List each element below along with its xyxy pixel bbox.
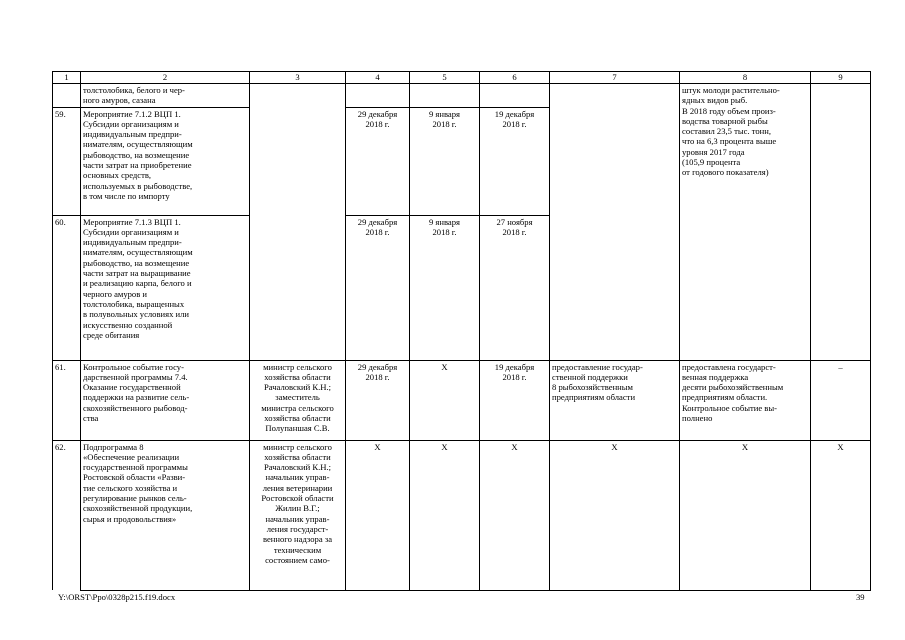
column-header: 9 xyxy=(811,72,871,84)
column-header: 5 xyxy=(410,72,480,84)
expected-result: Х xyxy=(611,441,618,452)
table-row xyxy=(53,440,871,590)
column-header: 6 xyxy=(480,72,550,84)
plan-end-date: Х xyxy=(374,441,381,452)
column-header: 3 xyxy=(250,72,346,84)
actual-end-date: 19 декабря 2018 г. xyxy=(494,108,535,129)
responsible-person: министр сельского хозяйства области Рачаловский К.Н.; начальник управ- ления ветеринарии Ростовской области Жилин В.Г.; начальник управ- ления государст- венного надзора за техническим состоянием само- xyxy=(261,441,334,565)
file-path: Y:\ORST\Ppo\0328p215.f19.docx xyxy=(58,592,176,602)
actual-start-date: 9 января 2018 г. xyxy=(428,216,460,237)
row-number: 61. xyxy=(53,360,81,440)
measure-description: Подпрограмма 8 «Обеспечение реализации государственной программы Ростовской области «Разви- тие сельского хозяйства и регулирование рынков сель- скохозяйственной продукции, сырья и продовольствия» xyxy=(83,441,193,524)
expected-result: предоставление государ- ственной поддержки 8 рыбохозяйственным предприятиям области xyxy=(552,361,643,403)
column-header: 4 xyxy=(346,72,410,84)
plan-end-date: 29 декабря 2018 г. xyxy=(357,108,398,129)
actual-result: Х xyxy=(741,441,749,452)
row-number: 60. xyxy=(53,215,81,360)
measures-table xyxy=(52,71,871,591)
notes: – xyxy=(838,361,843,372)
notes-cell xyxy=(811,84,871,361)
expected-result-cell xyxy=(550,84,680,361)
table-row xyxy=(53,84,871,108)
page-number: 39 xyxy=(856,592,865,602)
actual-end-date: Х xyxy=(511,441,518,452)
column-number-row xyxy=(53,72,871,84)
column-header: 7 xyxy=(550,72,680,84)
table-row xyxy=(53,360,871,440)
column-header: 2 xyxy=(81,72,250,84)
column-header: 1 xyxy=(53,72,81,84)
measure-description: Мероприятие 7.1.2 ВЦП 1. Субсидии организациям и индивидуальным предпри- нимателям, осуществляющим рыбоводство, на возмещение части затрат на приобретение основных средств, используемых в рыбоводстве, в том числе по импорту xyxy=(83,108,193,201)
row-number: 59. xyxy=(53,107,81,215)
measure-description: Контрольное событие госу- дарственной программы 7.4. Оказание государственной поддержки на развитие сель- скохозяйственного рыбовод- ства xyxy=(83,361,190,424)
plan-end-date: 29 декабря 2018 г. xyxy=(357,361,398,382)
notes: Х xyxy=(837,441,844,452)
actual-end-date: 27 ноября 2018 г. xyxy=(496,216,533,237)
actual-start-date: 9 января 2018 г. xyxy=(428,108,460,129)
column-header: 8 xyxy=(680,72,811,84)
actual-result: предоставлена государст- венная поддержка десяти рыбохозяйственным предприятиям области. Контрольное событие вы- полнено xyxy=(682,361,784,424)
actual-end-date: 19 декабря 2018 г. xyxy=(494,361,535,382)
measure-description: толстолобика, белого и чер- ного амуров, сазана xyxy=(83,85,185,106)
actual-result: штук молоди растительно- ядных видов рыб. В 2018 году объем произ- водства товарной рыбы составил 23,5 тыс. тонн, что на 6,3 процента выше уровня 2017 года (105,9 процента от годового показателя) xyxy=(682,85,780,178)
responsible-person: министр сельского хозяйства области Рачаловский К.Н.; заместитель министра сельского хозяйства области Полупаншая С.В. xyxy=(261,361,334,434)
measure-description: Мероприятие 7.1.3 ВЦП 1. Субсидии организациям и индивидуальным предпри- нимателям, осуществляющим рыбоводство, на возмещение части затрат на выращивание и реализацию карпа, белого и черного амуров и толстолобика, выращенных в полувольных условиях или искусственно созданной среде обитания xyxy=(83,216,193,340)
actual-start-date: Х xyxy=(441,441,448,452)
plan-end-date: 29 декабря 2018 г. xyxy=(357,216,398,237)
row-number: 62. xyxy=(53,440,81,590)
responsible-cell xyxy=(250,84,346,361)
actual-start-date: Х xyxy=(441,361,448,372)
